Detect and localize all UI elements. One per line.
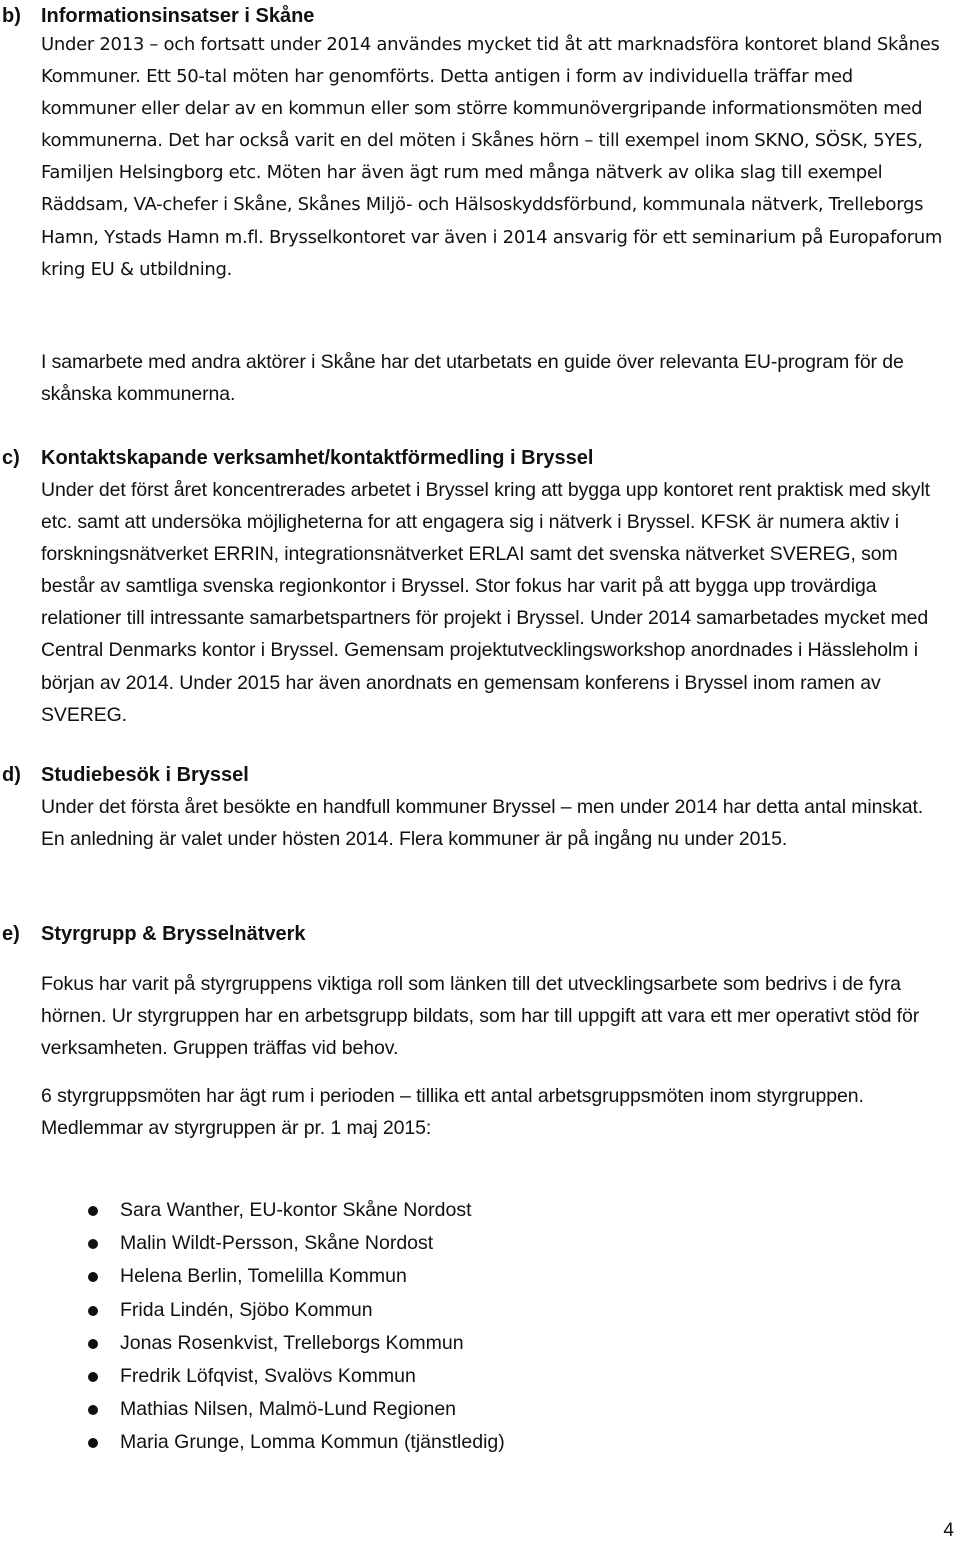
section-d-heading: Studiebesök i Bryssel: [41, 764, 249, 786]
bullet-icon: [88, 1306, 98, 1316]
member-name: Mathias Nilsen, Malmö-Lund Regionen: [120, 1398, 457, 1421]
member-name: Sara Wanther, EU-kontor Skåne Nordost: [120, 1199, 472, 1221]
bullet-icon: [88, 1272, 98, 1282]
list-item: [80, 1294, 505, 1327]
steering-group-member-list: [80, 1194, 505, 1460]
list-item: [80, 1393, 505, 1426]
section-b-marker: b): [2, 5, 21, 27]
bullet-icon: [88, 1239, 98, 1249]
list-item: [80, 1426, 505, 1459]
list-item: [80, 1360, 505, 1393]
section-c-paragraph-1: Under det först året koncentrerades arbetet i Bryssel kring att bygga upp kontoret rent praktisk med skylt etc. samt att undersöka möjligheterna for att engagera sig i nätverk i Bryssel. KFSK är numera aktiv i forskningsnätverket ERRIN, integrationsnätverket ERLAI samt det svenska nätverket SVEREG, som består av samtliga svenska regionkontor i Bryssel. Stor fokus har varit på att bygga upp trovärdiga relationer till intressante samarbetspartners för projekt i Bryssel. Under 2014 samarbetades mycket med Central Denmarks kontor i Bryssel. Gemensam projektutvecklingsworkshop anordnades i Hässleholm i början av 2014. Under 2015 har även anordnats en gemensam konferens i Bryssel inom ramen av SVEREG.: [41, 479, 931, 726]
list-item: [80, 1260, 505, 1293]
member-name: Fredrik Löfqvist, Svalövs Kommun: [120, 1365, 416, 1388]
bullet-icon: [88, 1405, 98, 1415]
section-b-paragraph-1: Under 2013 – och fortsatt under 2014 användes mycket tid åt att marknadsföra kontoret bland Skånes Kommuner. Ett 50-tal möten har genomförts. Detta antigen i form av individuella träffar med kommuner eller delar av en kommun eller som större kommunövergripande informationsmöten med kommunerna. Det har också varit en del möten i Skånes hörn – till exempel inom SKNO, SÖSK, 5YES, Familjen Helsingborg etc. Möten har även ägt rum med många nätverk av olika slag till exempel Räddsam, VA-chefer i Skåne, Skånes Miljö- och Hälsoskyddsförbund, kommunala nätverk, Trelleborgs Hamn, Ystads Hamn m.fl. Brysselkontoret var även i 2014 ansvarig för ett seminarium på Europaforum kring EU & utbildning.: [41, 34, 943, 280]
member-name: Frida Lindén, Sjöbo Kommun: [120, 1298, 373, 1321]
list-item: [80, 1194, 505, 1227]
section-b-heading: Informationsinsatser i Skåne: [41, 5, 315, 27]
bullet-icon: [88, 1339, 98, 1349]
section-e-paragraph-2: 6 styrgruppsmöten har ägt rum i perioden – tillika ett antal arbetsgruppsmöten inom styrgruppen. Medlemmar av styrgruppen är pr. 1 maj 2015:: [41, 1085, 864, 1140]
section-e-heading: Styrgrupp & Brysselnätverk: [41, 923, 306, 945]
page-number: 4: [943, 1520, 954, 1541]
section-d-paragraph-1: Under det första året besökte en handfull kommuner Bryssel – men under 2014 har detta antal minskat. En anledning är valet under hösten 2014. Flera kommuner är på ingång nu under 2015.: [41, 796, 924, 851]
section-c-heading: Kontaktskapande verksamhet/kontaktförmedling i Bryssel: [41, 447, 594, 469]
member-name: Malin Wildt-Persson, Skåne Nordost: [120, 1232, 434, 1255]
member-name: Helena Berlin, Tomelilla Kommun: [120, 1265, 407, 1288]
list-item: [80, 1327, 505, 1360]
member-name: Jonas Rosenkvist, Trelleborgs Kommun: [120, 1331, 464, 1354]
section-b-paragraph-2: I samarbete med andra aktörer i Skåne har det utarbetats en guide över relevanta EU-program för de skånska kommunerna.: [41, 351, 904, 406]
list-item: [80, 1227, 505, 1260]
section-e-marker: e): [2, 923, 20, 945]
bullet-icon: [88, 1206, 98, 1216]
member-name: Maria Grunge, Lomma Kommun (tjänstledig): [120, 1431, 505, 1454]
section-c-marker: c): [2, 447, 20, 469]
bullet-icon: [88, 1438, 98, 1448]
bullet-icon: [88, 1372, 98, 1382]
section-e-paragraph-1: Fokus har varit på styrgruppens viktiga roll som länken till det utvecklingsarbete som bedrivs i de fyra hörnen. Ur styrgruppen har en arbetsgrupp bildats, som har till uppgift att vara ett mer operativt stöd för verksamheten. Gruppen träffas vid behov.: [41, 973, 920, 1060]
section-d-marker: d): [2, 764, 21, 786]
